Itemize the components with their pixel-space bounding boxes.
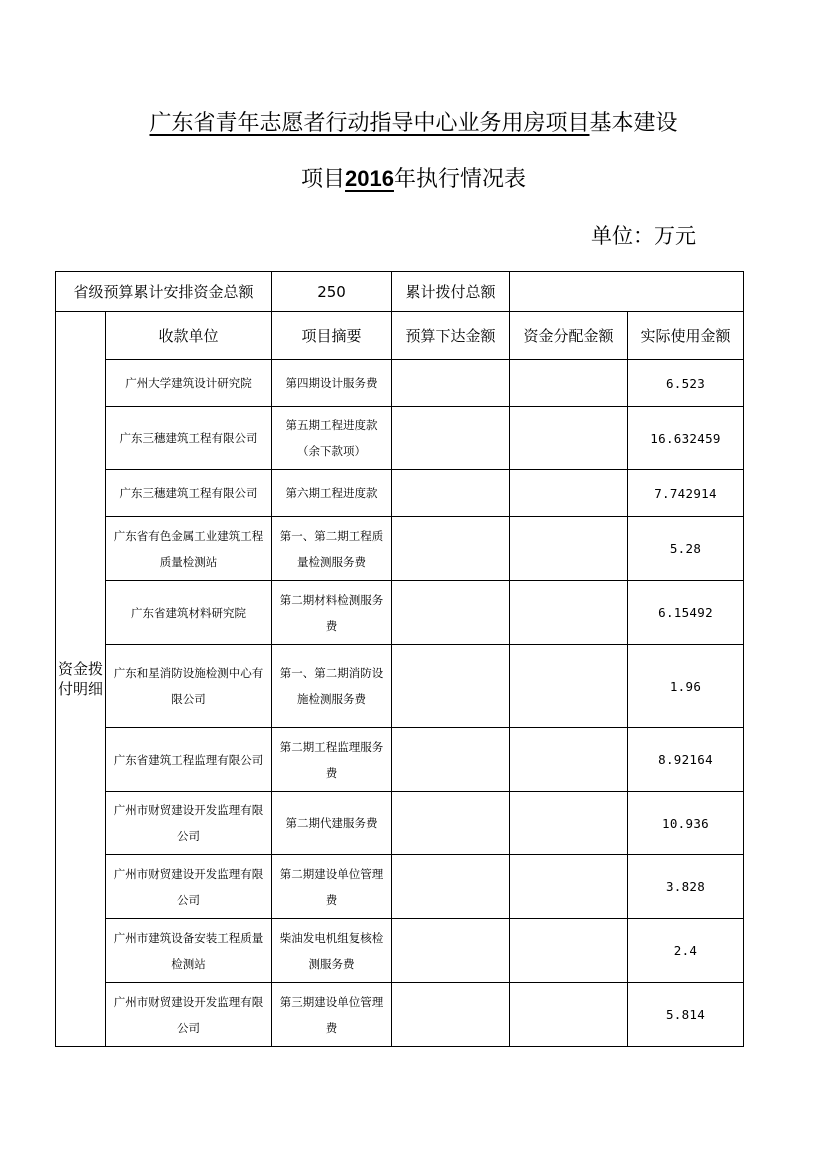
summary-cell: 第二期工程监理服务费 (272, 728, 392, 792)
column-header-row (56, 312, 744, 360)
table-row (56, 645, 744, 728)
table-row (56, 360, 744, 407)
actual-amount-cell: 8.92164 (628, 728, 744, 792)
column-header-budget: 预算下达金额 (392, 312, 510, 360)
allocation-cell (510, 983, 628, 1047)
actual-amount-cell: 10.936 (628, 792, 744, 855)
actual-amount-cell: 5.814 (628, 983, 744, 1047)
summary-cell: 第二期代建服务费 (272, 792, 392, 855)
payee-cell: 广东省建筑工程监理有限公司 (106, 728, 272, 792)
column-header-summary: 项目摘要 (272, 312, 392, 360)
table-row (56, 983, 744, 1047)
actual-amount-cell: 5.28 (628, 517, 744, 581)
summary-cell: 第一、第二期工程质量检测服务费 (272, 517, 392, 581)
summary-cell: 第三期建设单位管理费 (272, 983, 392, 1047)
actual-amount-cell: 6.15492 (628, 581, 744, 645)
column-header-allocation: 资金分配金额 (510, 312, 628, 360)
budget-total-value: 250 (272, 272, 392, 312)
allocation-cell (510, 855, 628, 919)
payee-cell: 广东三穗建筑工程有限公司 (106, 470, 272, 517)
payee-cell: 广东和星消防设施检测中心有限公司 (106, 645, 272, 728)
actual-amount-cell: 3.828 (628, 855, 744, 919)
paid-total-label: 累计拨付总额 (392, 272, 510, 312)
budget-cell (392, 792, 510, 855)
allocation-cell (510, 792, 628, 855)
allocation-cell (510, 407, 628, 470)
budget-cell (392, 983, 510, 1047)
summary-cell: 第一、第二期消防设施检测服务费 (272, 645, 392, 728)
table-row (56, 517, 744, 581)
summary-cell: 柴油发电机组复核检测服务费 (272, 919, 392, 983)
actual-amount-cell: 1.96 (628, 645, 744, 728)
paid-total-value (510, 272, 744, 312)
side-label: 资金拨付明细 (58, 660, 104, 698)
document-title-line-2 (0, 163, 827, 196)
table-row (56, 581, 744, 645)
table-row (56, 470, 744, 517)
unit-label: 单位：万元 (591, 224, 696, 248)
budget-cell (392, 581, 510, 645)
column-header-payee: 收款单位 (106, 312, 272, 360)
budget-cell (392, 855, 510, 919)
actual-amount-cell: 16.632459 (628, 407, 744, 470)
summary-row (56, 272, 744, 312)
budget-cell (392, 645, 510, 728)
table-row (56, 792, 744, 855)
budget-cell (392, 728, 510, 792)
document-title-line-1 (0, 108, 827, 140)
payee-cell: 广东省建筑材料研究院 (106, 581, 272, 645)
allocation-cell (510, 581, 628, 645)
budget-total-label: 省级预算累计安排资金总额 (56, 272, 272, 312)
title-underlined-part: 广东省青年志愿者行动指导中心业务用房项目 (149, 111, 590, 136)
payee-cell: 广州市财贸建设开发监理有限公司 (106, 792, 272, 855)
allocation-cell (510, 645, 628, 728)
payee-cell: 广东省有色金属工业建筑工程质量检测站 (106, 517, 272, 581)
payee-cell: 广州大学建筑设计研究院 (106, 360, 272, 407)
summary-cell: 第二期材料检测服务费 (272, 581, 392, 645)
allocation-cell (510, 728, 628, 792)
summary-cell: 第五期工程进度款（余下款项） (272, 407, 392, 470)
budget-cell (392, 407, 510, 470)
payee-cell: 广州市建筑设备安装工程质量检测站 (106, 919, 272, 983)
budget-cell (392, 360, 510, 407)
budget-cell (392, 919, 510, 983)
summary-cell: 第二期建设单位管理费 (272, 855, 392, 919)
table-row (56, 855, 744, 919)
title-prefix: 项目 (301, 167, 346, 192)
payee-cell: 广州市财贸建设开发监理有限公司 (106, 983, 272, 1047)
title-rest-part: 基本建设 (589, 111, 678, 136)
allocation-cell (510, 517, 628, 581)
allocation-cell (510, 360, 628, 407)
budget-cell (392, 517, 510, 581)
payee-cell: 广东三穗建筑工程有限公司 (106, 407, 272, 470)
title-year: 2016 (345, 166, 394, 191)
actual-amount-cell: 6.523 (628, 360, 744, 407)
title-suffix: 年执行情况表 (393, 167, 526, 192)
table-row (56, 919, 744, 983)
execution-table (55, 271, 744, 1047)
payee-cell: 广州市财贸建设开发监理有限公司 (106, 855, 272, 919)
table-row (56, 728, 744, 792)
budget-cell (392, 470, 510, 517)
actual-amount-cell: 7.742914 (628, 470, 744, 517)
side-label-cell (56, 312, 106, 1047)
summary-cell: 第四期设计服务费 (272, 360, 392, 407)
table-row (56, 407, 744, 470)
allocation-cell (510, 470, 628, 517)
summary-cell: 第六期工程进度款 (272, 470, 392, 517)
actual-amount-cell: 2.4 (628, 919, 744, 983)
column-header-actual: 实际使用金额 (628, 312, 744, 360)
allocation-cell (510, 919, 628, 983)
